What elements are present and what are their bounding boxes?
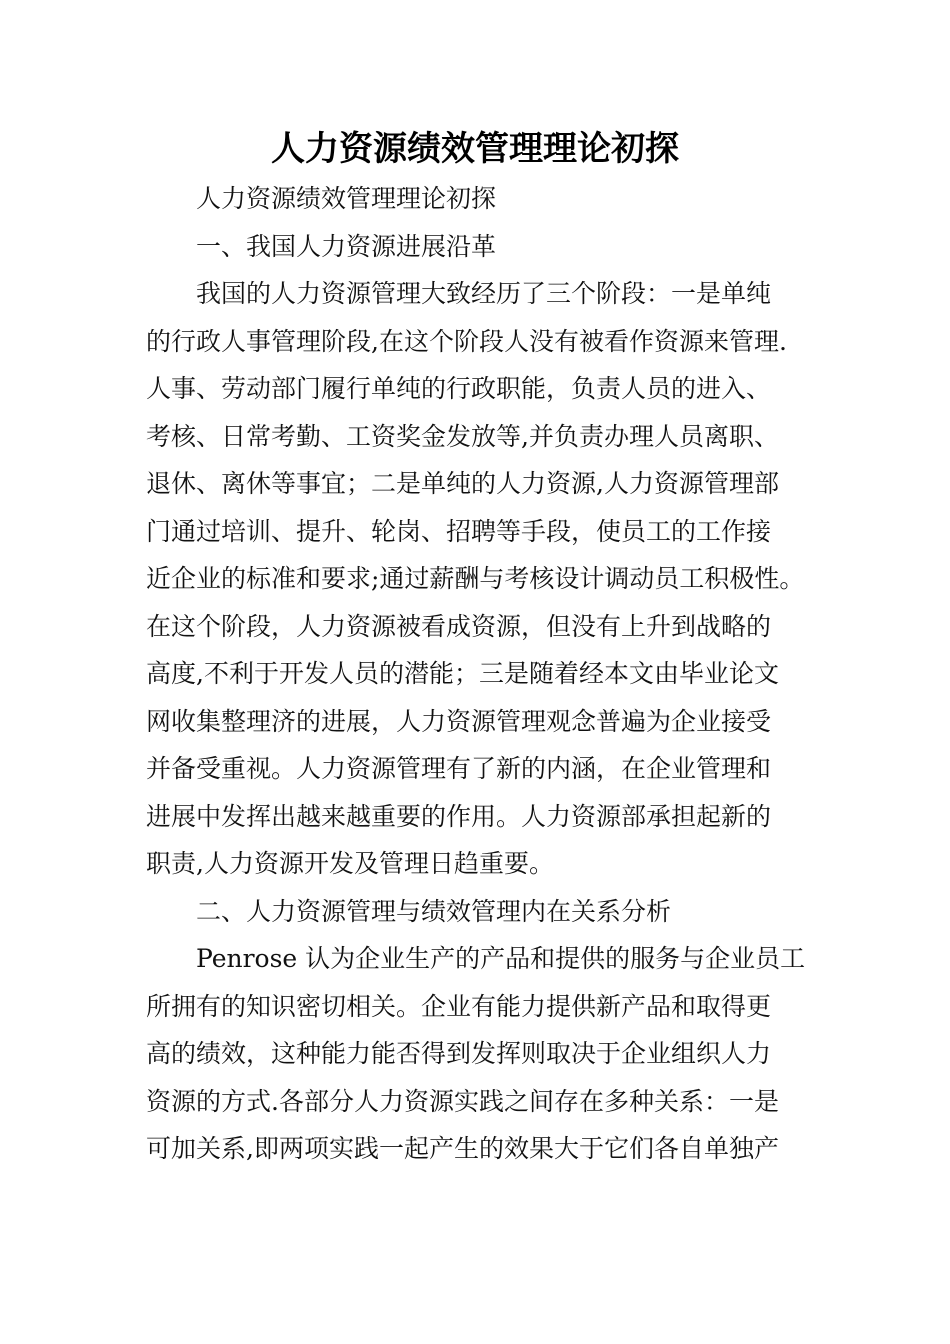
text-line: 并备受重视。人力资源管理有了新的内涵，在企业管理和: [146, 754, 772, 783]
text-line: 高的绩效，这种能力能否得到发挥则取决于企业组织人力: [146, 1039, 772, 1068]
text-line: 的行政人事管理阶段,在这个阶段人没有被看作资源来管理.: [146, 326, 787, 356]
text-line: 我国的人力资源管理大致经历了三个阶段：一是单纯: [196, 279, 772, 308]
text-line: 一、我国人力资源进展沿革: [196, 231, 497, 261]
text-line: 考核、日常考勤、工资奖金发放等,并负责办理人员离职、: [146, 421, 779, 451]
text-line: 职责,人力资源开发及管理日趋重要。: [146, 849, 554, 878]
text-line: 近企业的标准和要求;通过薪酬与考核设计调动员工积极性。: [146, 564, 805, 593]
text-line: 退休、离休等事宜；二是单纯的人力资源,人力资源管理部: [146, 469, 779, 498]
text-line: 资源的方式.各部分人力资源实践之间存在多种关系：一是: [146, 1086, 779, 1116]
document-body: [146, 175, 826, 1173]
text-line: 门通过培训、提升、轮岗、招聘等手段，使员工的工作接: [146, 516, 772, 546]
text-line: 在这个阶段，人力资源被看成资源，但没有上升到战略的: [146, 611, 772, 641]
text-line: 人事、劳动部门履行单纯的行政职能，负责人员的进入、: [146, 374, 772, 403]
text-line: 人力资源绩效管理理论初探: [196, 184, 497, 213]
text-line: 二、人力资源管理与绩效管理内在关系分析: [196, 896, 672, 926]
document-title: 人力资源绩效管理理论初探: [271, 129, 679, 169]
text-line: 进展中发挥出越来越重要的作用。人力资源部承担起新的: [146, 801, 772, 831]
text-line: 网收集整理济的进展，人力资源管理观念普遍为企业接受: [146, 706, 772, 736]
text-line: Penrose 认为企业生产的产品和提供的服务与企业员工: [196, 944, 806, 973]
text-line: 所拥有的知识密切相关。企业有能力提供新产品和取得更: [146, 991, 772, 1021]
text-line: 可加关系,即两项实践一起产生的效果大于它们各自单独产: [146, 1134, 779, 1163]
text-line: 高度,不利于开发人员的潜能；三是随着经本文由毕业论文: [146, 659, 779, 688]
